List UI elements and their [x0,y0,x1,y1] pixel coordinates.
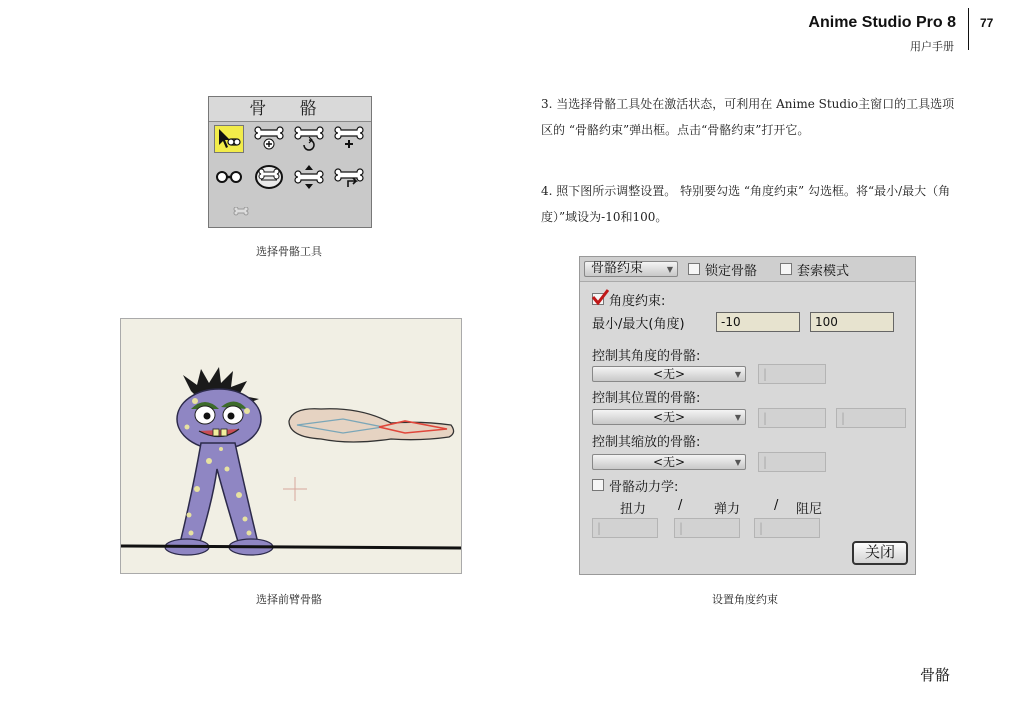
manual-title: Anime Studio Pro 8 [808,14,956,31]
lasso-mode-label: 套索模式 [797,264,850,279]
step-3-number: 3. [541,97,553,111]
origin-crosshair [283,477,307,501]
position-control-y-field[interactable]: | [836,408,906,428]
lock-bone-label: 锁定骨骼 [705,264,758,279]
select-bone-icon[interactable] [214,125,244,153]
dropdown-arrow-icon: ▼ [734,370,741,379]
caption-dialog: 设置角度约束 [712,593,778,606]
separator-2: / [774,498,779,513]
step-4-text: 照下图所示调整设置。 特别要勾选 “角度约束” 勾选框。将“最小/最大（角度）”域设为-10和100。 [541,184,951,224]
close-button[interactable]: 关闭 [852,541,908,565]
min-angle-field[interactable]: -10 [716,312,800,332]
bone-tools-title: 骨 骼 [209,97,371,122]
bone-strength-icon[interactable] [334,125,364,153]
torque-label: 扭力 [620,502,647,517]
lasso-mode-checkbox[interactable] [780,263,792,275]
angle-constraint-label: 角度约束: [609,294,666,309]
scale-control-label: 控制其缩放的骨骼: [592,435,701,450]
bone-constraints-dialog [579,256,916,575]
header-divider [968,8,969,50]
rotate-bone-icon[interactable] [294,125,324,153]
scale-control-bone-dropdown[interactable] [592,454,746,470]
scale-control-amount-field[interactable]: | [758,452,826,472]
angle-control-bone-dropdown[interactable] [592,366,746,382]
damping-label: 阻尼 [796,502,823,517]
ground-line [121,546,462,548]
angle-control-bone-value: <无> [652,367,686,381]
torque-field[interactable]: | [592,518,658,538]
chapter-footer: 骨骼 [920,666,951,684]
dropdown-arrow-icon: ▼ [734,413,741,422]
manual-subtitle: 用户手册 [910,40,954,53]
page-number: 77 [980,16,994,30]
translate-bone-icon[interactable] [294,163,324,191]
manipulate-bone-icon[interactable] [334,163,364,191]
forearm-bone-selection[interactable] [289,409,454,442]
bone-dynamics-label: 骨骼动力学: [609,480,679,495]
step-3-text: 当选择骨骼工具处在激活状态，可利用在 Anime Studio主窗口的工具选项区的 “骨骼约束”弹出框。点击“骨骼约束”打开它。 [541,97,955,137]
add-bone-icon[interactable] [254,125,284,153]
bone-constraints-dropdown[interactable] [584,261,678,277]
position-control-x-field[interactable]: | [758,408,826,428]
bone-icon [233,207,249,219]
position-control-label: 控制其位置的骨骼: [592,391,701,406]
position-control-bone-value: <无> [652,410,686,424]
step-4 [541,178,961,230]
step-3 [541,91,961,143]
min-max-label: 最小/最大(角度) [592,317,685,332]
damping-field[interactable]: | [754,518,820,538]
max-angle-field[interactable]: 100 [810,312,894,332]
bind-points-icon[interactable] [254,163,284,191]
character-canvas [120,318,462,574]
bone-dynamics-checkbox[interactable] [592,479,604,491]
angle-constraint-checkbox[interactable] [592,293,604,305]
position-control-bone-dropdown[interactable] [592,409,746,425]
angle-control-label: 控制其角度的骨骼: [592,349,701,364]
bone-tools-panel [208,96,372,228]
lock-bone-checkbox[interactable] [688,263,700,275]
separator-1: / [678,498,683,513]
bind-layer-icon[interactable] [214,163,244,191]
dropdown-arrow-icon: ▼ [666,265,673,274]
caption-tools: 选择骨骼工具 [256,245,322,258]
spring-label: 弹力 [714,502,741,517]
monster-character [165,367,273,555]
step-4-number: 4. [541,184,553,198]
angle-control-amount-field[interactable]: | [758,364,826,384]
scale-control-bone-value: <无> [652,455,686,469]
spring-field[interactable]: | [674,518,740,538]
dropdown-arrow-icon: ▼ [734,458,741,467]
caption-arm: 选择前臂骨骼 [256,593,322,606]
bone-constraints-dropdown-label: 骨骼约束 [591,261,644,276]
checkmark-icon [591,289,609,305]
